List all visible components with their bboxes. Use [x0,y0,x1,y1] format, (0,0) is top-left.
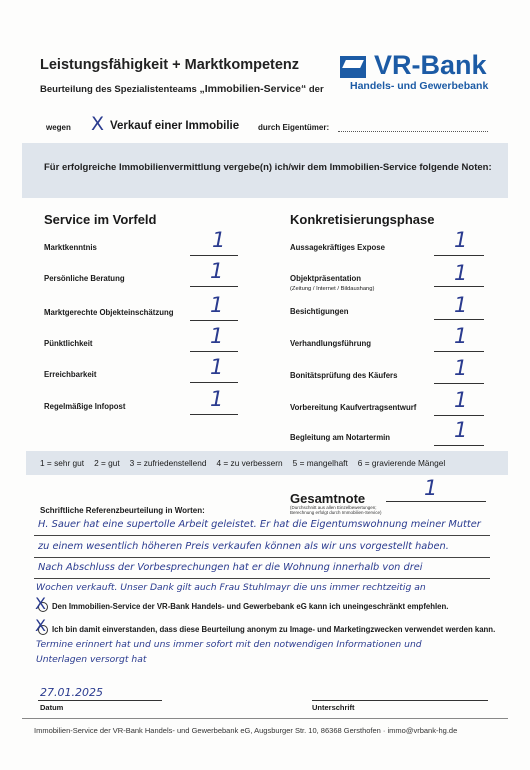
recommend-check-mark: X [35,594,46,613]
criterion-label: Erreichbarkeit [44,370,97,379]
subtitle-prefix: Beurteilung des Spezialistenteams [40,84,197,95]
grade-value[interactable]: 1 [454,228,468,252]
scale-item: 4 = zu verbessern [216,458,283,468]
signature-label: Unterschrift [312,703,355,712]
date-line [38,700,162,701]
bank-logo-icon [340,56,366,78]
grade-value[interactable]: 1 [454,418,468,442]
grade-line [190,255,238,256]
criterion-label: Besichtigungen [290,307,349,316]
criterion-label: Vorbereitung Kaufvertragsentwurf [290,403,417,412]
criterion-label: Verhandlungsführung [290,339,371,348]
grading-scale [26,451,508,475]
consent-check-mark: X [35,616,46,635]
page-title: Leistungsfähigkeit + Marktkompetenz [40,57,300,73]
overall-grade-value[interactable]: 1 [424,476,438,500]
criterion-label: Aussagekräftiges Expose [290,243,385,252]
reference-line[interactable]: H. Sauer hat eine supertolle Arbeit geleistet. Er hat die Eigentumswohnung meiner Mutter [38,519,481,530]
criterion-label-text: Objektpräsentation [290,274,362,283]
grade-value[interactable]: 1 [454,261,468,285]
criterion-note: (Zeitung / Internet / Bildaushang) [290,286,375,292]
grade-value[interactable]: 1 [210,293,224,317]
footer-divider [22,718,508,719]
grade-value[interactable]: 1 [210,259,224,283]
grade-value[interactable]: 1 [454,293,468,317]
owner-label: durch Eigentümer: [258,123,330,132]
reference-label: Schriftliche Referenzbeurteilung in Worten: [40,506,205,515]
grade-line [190,320,238,321]
right-section-heading: Konkretisierungsphase [290,212,435,227]
grade-value[interactable]: 1 [210,324,224,348]
scale-item: 3 = zufriedenstellend [129,458,207,468]
grade-line [434,445,484,446]
grade-line [434,351,484,352]
continuation-line[interactable]: Termine erinnert hat und uns immer sofort mit den notwendigen Informationen und [36,639,422,650]
reference-line[interactable]: Wochen verkauft. Unser Dank gilt auch Frau Stuhlmayr die uns immer rechtzeitig an [36,582,426,593]
reference-line[interactable]: Nach Abschluss der Vorbesprechungen hat er die Wohnung innerhalb von drei [38,562,423,573]
overall-note: (Durchschnitt aus allen Einzelbewertungen; Berechnung erfolgt durch Immobilien-Service) [290,505,382,516]
continuation-line[interactable]: Unterlagen versorgt hat [36,654,147,665]
grade-value[interactable]: 1 [454,324,468,348]
criterion-label: Bonitätsprüfung des Käufers [290,371,398,380]
grade-line [190,414,238,415]
grade-value[interactable]: 1 [454,388,468,412]
criterion-label: Regelmäßige Infopost [44,402,126,411]
grade-line [434,415,484,416]
reference-line[interactable]: zu einem wesentlich höheren Preis verkaufen können als wir uns vorgestellt haben. [38,541,449,552]
writing-line [34,535,490,536]
date-label: Datum [40,703,64,712]
criterion-label: Persönliche Beratung [44,274,125,283]
subtitle-suffix: der [308,84,324,95]
grade-value[interactable]: 1 [210,355,224,379]
page-subtitle [40,83,324,95]
signature-line[interactable] [312,700,488,701]
reason-label: wegen [46,123,71,132]
criterion-label [290,274,374,292]
reason-checkmark: X [91,113,105,135]
scale-item: 6 = gravierende Mängel [357,458,446,468]
footer-text: Immobilien-Service der VR-Bank Handels- und Gewerbebank eG, Augsburger Str. 10, 86368 Gersthofen · immo@vrbank-hg.de [34,726,458,735]
overall-label: Gesamtnote [290,491,366,506]
criterion-label: Begleitung am Notartermin [290,433,391,442]
owner-field[interactable] [338,131,488,132]
grade-line [434,383,484,384]
grade-line [190,382,238,383]
grade-value[interactable]: 1 [454,356,468,380]
intro-text: Für erfolgreiche Immobilienvermittlung vergebe(n) ich/wir dem Immobilien-Service folgende Noten: [44,162,492,173]
recommend-text: Den Immobilien-Service der VR-Bank Handels- und Gewerbebank eG kann ich uneingeschränkt empfehlen. [52,602,449,611]
criterion-label: Marktgerechte Objekteinschätzung [44,308,174,317]
bank-logo-subtitle: Handels- und Gewerbebank [350,80,489,92]
grade-line [190,351,238,352]
left-section-heading: Service im Vorfeld [44,212,157,227]
overall-grade-line [386,501,486,502]
grade-value[interactable]: 1 [212,228,226,252]
consent-text: Ich bin damit einverstanden, dass diese Beurteilung anonym zu Image- und Marketingzwecken verwendet werden kann. [52,625,496,634]
criterion-label: Pünktlichkeit [44,339,93,348]
criterion-label: Marktkenntnis [44,243,97,252]
grade-value[interactable]: 1 [210,387,224,411]
grade-line [190,286,238,287]
bank-logo-name: VR-Bank [374,50,487,80]
grade-line [434,286,484,287]
writing-line [34,578,490,579]
scale-item: 5 = mangelhaft [292,458,348,468]
subtitle-team: „Immobilien-Service“ [199,83,307,95]
reason-value: Verkauf einer Immobilie [110,120,240,132]
date-value[interactable]: 27.01.2025 [40,686,103,699]
grade-line [434,319,484,320]
grade-line [434,255,484,256]
writing-line [34,557,490,558]
scale-item: 1 = sehr gut [40,458,85,468]
scale-item: 2 = gut [94,458,120,468]
